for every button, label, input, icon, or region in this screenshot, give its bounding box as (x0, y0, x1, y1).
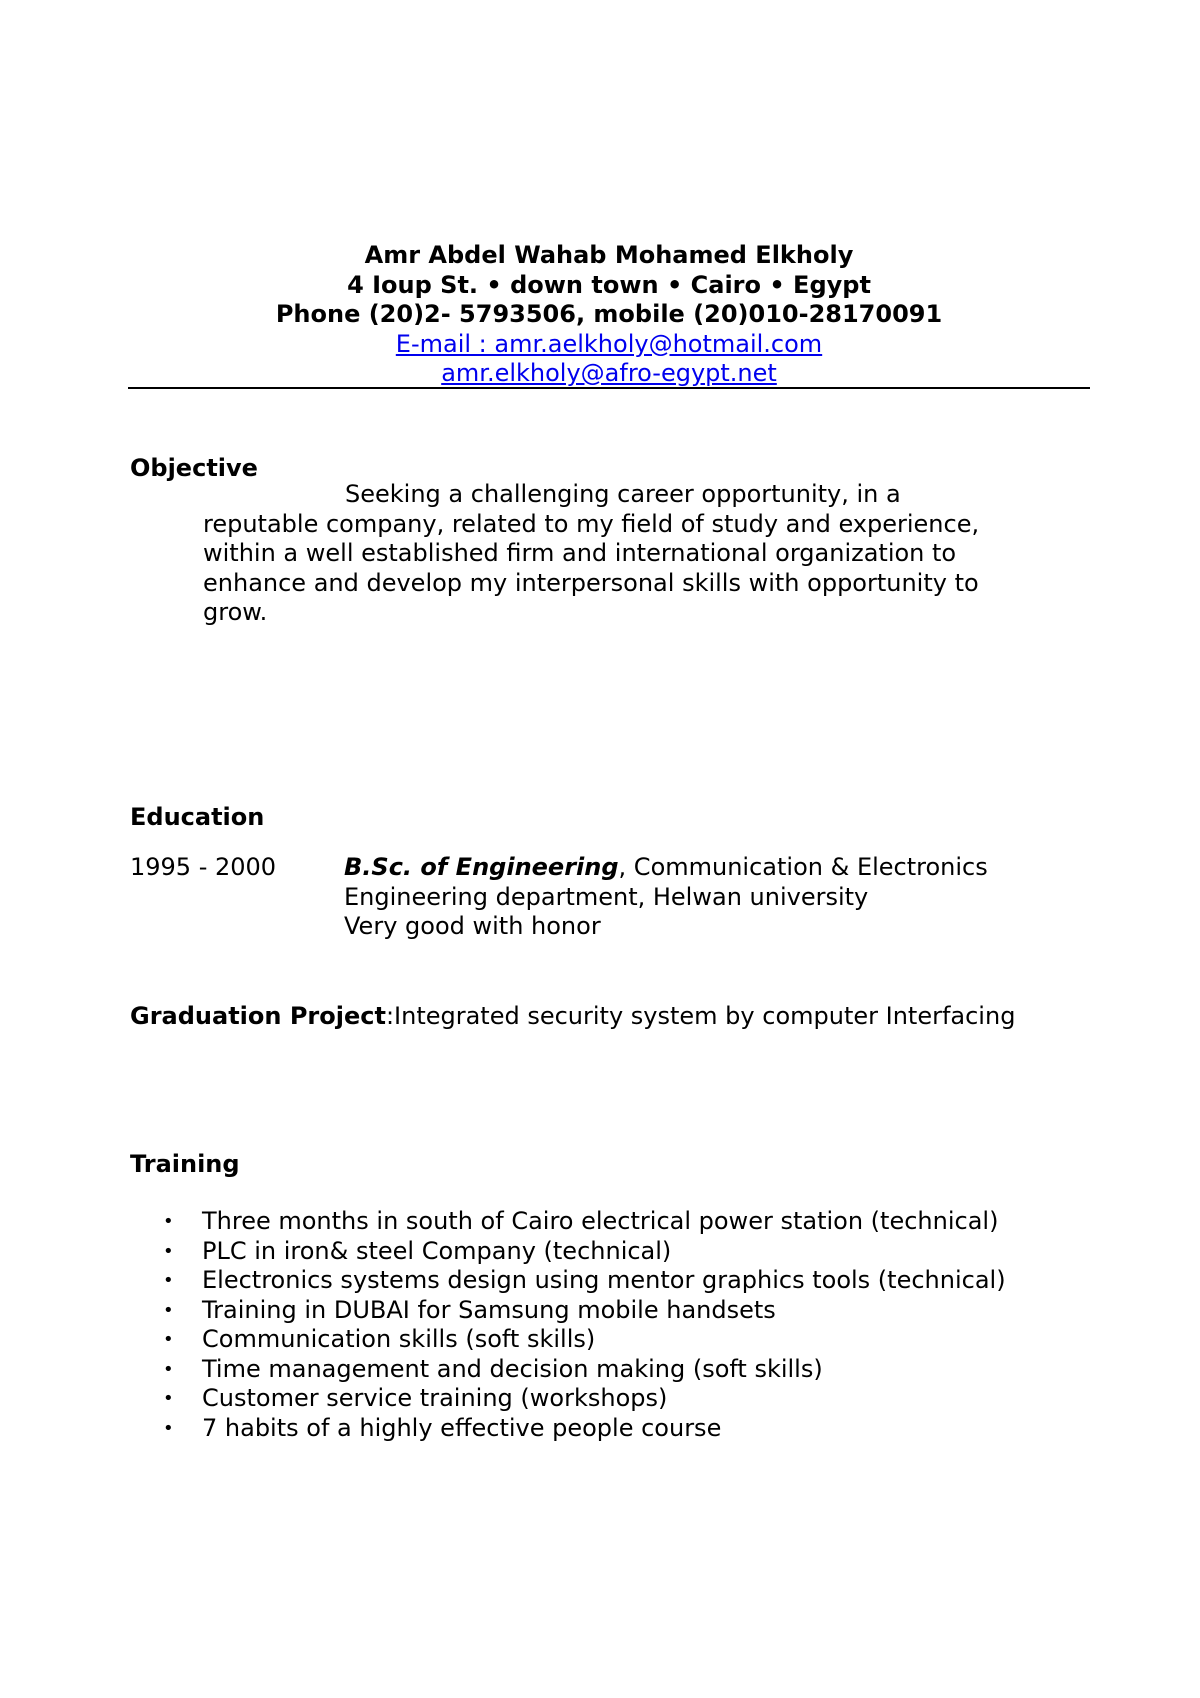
graduation-project (130, 1002, 1015, 1030)
objective-line: reputable company, related to my field of study and experience, (203, 509, 980, 538)
list-item (130, 1207, 1006, 1237)
email-link-primary[interactable]: E-mail : amr.aelkholy@hotmail.com (395, 329, 823, 358)
list-item-text: 7 habits of a highly effective people course (202, 1413, 722, 1442)
list-item-text: Time management and decision making (soft skills) (202, 1354, 823, 1383)
bullet-icon: • (163, 1388, 174, 1409)
degree-line (344, 853, 988, 883)
grade-line: Very good with honor (344, 912, 601, 940)
list-item (130, 1266, 1006, 1296)
education-years: 1995 - 2000 (130, 853, 277, 881)
objective-line: within a well established firm and international organization to (203, 539, 957, 567)
email-link-secondary[interactable]: amr.elkholy@afro-egypt.net (441, 359, 777, 387)
objective-paragraph (203, 480, 1083, 628)
objective-line: grow. (203, 598, 268, 626)
objective-title: Objective (130, 454, 258, 482)
full-name: Amr Abdel Wahab Mohamed Elkholy (364, 241, 854, 269)
list-item-text: PLC in iron& steel Company (technical) (202, 1236, 672, 1265)
graduation-project-label: Graduation Project (130, 1002, 386, 1030)
objective-line: enhance and develop my interpersonal skills with opportunity to (203, 568, 979, 597)
bullet-icon: • (163, 1358, 174, 1380)
address-line: 4 Ioup St. • down town • Cairo • Egypt (347, 270, 871, 299)
list-item (130, 1414, 1006, 1444)
list-item-text: Communication skills (soft skills) (202, 1325, 596, 1353)
list-item-text: Training in DUBAI for Samsung mobile handsets (202, 1295, 776, 1324)
list-item (130, 1355, 1006, 1385)
bullet-icon: • (163, 1417, 174, 1439)
list-item-text: Customer service training (workshops) (202, 1384, 668, 1412)
list-item-text: Three months in south of Cairo electrical power station (technical) (202, 1207, 999, 1235)
objective-line: Seeking a challenging career opportunity, in a (345, 480, 901, 508)
department-line: Engineering department, Helwan university (344, 882, 869, 911)
header-divider (128, 387, 1090, 389)
phone-line: Phone (20)2- 5793506, mobile (20)010-28170091 (275, 300, 943, 328)
list-item (130, 1296, 1006, 1326)
bullet-icon: • (163, 1329, 174, 1350)
bullet-icon: • (163, 1270, 174, 1291)
resume-header (128, 241, 1090, 389)
education-title: Education (130, 803, 265, 831)
degree-name: B.Sc. of Engineering (344, 853, 619, 881)
training-list (130, 1207, 1006, 1443)
education-details (344, 853, 988, 942)
degree-field: , Communication & Electronics (618, 853, 988, 881)
list-item (130, 1325, 1006, 1355)
graduation-project-text: :Integrated security system by computer Interfacing (385, 1002, 1016, 1030)
bullet-icon: • (163, 1299, 174, 1321)
bullet-icon: • (163, 1240, 174, 1262)
list-item (130, 1384, 1006, 1414)
list-item-text: Electronics systems design using mentor graphics tools (technical) (202, 1266, 1006, 1294)
training-title: Training (130, 1150, 240, 1178)
list-item (130, 1237, 1006, 1267)
bullet-icon: • (163, 1211, 174, 1232)
